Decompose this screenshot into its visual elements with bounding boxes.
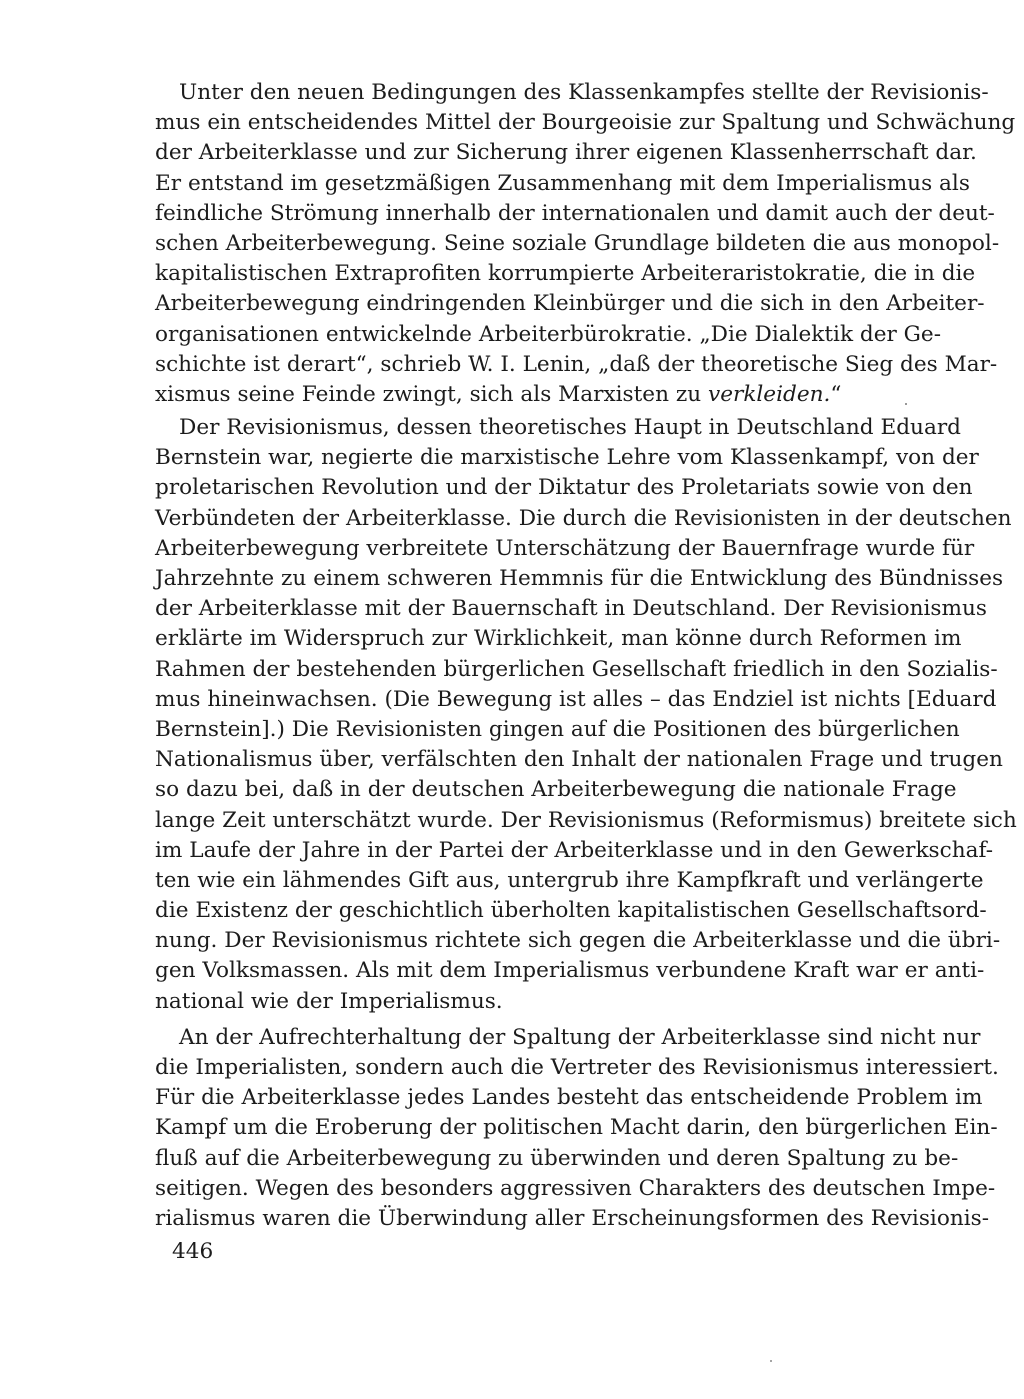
- paragraph-3: [155, 1023, 999, 1234]
- text-line: fluß auf die Arbeiterbewegung zu überwinden und deren Spaltung zu be-: [155, 1145, 959, 1171]
- text-line: Rahmen der bestehenden bürgerlichen Gesellschaft friedlich in den Sozialis-: [155, 656, 998, 682]
- text-line: Verbündeten der Arbeiterklasse. Die durch die Revisionisten in der deutschen: [155, 505, 1012, 531]
- text-line: Unter den neuen Bedingungen des Klassenkampfes stellte der Revisionis-: [179, 80, 989, 105]
- text-line: mus ein entscheidendes Mittel der Bourgeoisie zur Spaltung und Schwächung: [155, 110, 1016, 136]
- text-line-last: national wie der Imperialismus.: [155, 988, 503, 1014]
- text-line: Arbeiterbewegung eindringenden Kleinbürger und die sich in den Arbeiter-: [155, 291, 985, 317]
- text-line: die Existenz der geschichtlich überholten kapitalistischen Gesellschaftsord-: [155, 898, 987, 924]
- text-line: mus hineinwachsen. (Die Bewegung ist alles – das Endziel ist nichts [Eduard: [155, 686, 997, 712]
- text-line: lange Zeit unterschätzt wurde. Der Revisionismus (Reformismus) breitete sich: [155, 807, 1017, 833]
- text-line: der Arbeiterklasse und zur Sicherung ihrer eigenen Klassenherrschaft dar.: [155, 140, 977, 166]
- text-line: nung. Der Revisionismus richtete sich gegen die Arbeiterklasse und die übri-: [155, 928, 1001, 954]
- text-line: rialismus waren die Überwindung aller Erscheinungsformen des Revisionis-: [155, 1205, 990, 1231]
- text-line: An der Aufrechterhaltung der Spaltung der Arbeiterklasse sind nicht nur: [179, 1024, 981, 1050]
- scan-speck: [905, 403, 907, 405]
- text-line: Bernstein war, negierte die marxistische Lehre vom Klassenkampf, von der: [155, 445, 979, 471]
- text-line: Bernstein].) Die Revisionisten gingen auf die Positionen des bürgerlichen: [155, 716, 960, 742]
- text-line: erklärte im Widerspruch zur Wirklichkeit, man könne durch Reformen im: [155, 626, 962, 652]
- scan-speck: [770, 1360, 772, 1362]
- text-line: kapitalistischen Extraprofiten korrumpierte Arbeiteraristokratie, die in die: [155, 261, 976, 287]
- text-line-last: [155, 380, 897, 410]
- text-line: seitigen. Wegen des besonders aggressiven Charakters des deutschen Impe-: [155, 1175, 996, 1201]
- paragraph-1: [155, 78, 1016, 410]
- text-line: Nationalismus über, verfälschten den Inhalt der nationalen Frage und trugen: [155, 747, 1003, 773]
- text-line: Arbeiterbewegung verbreitete Unterschätzung der Bauernfrage wurde für: [155, 535, 975, 561]
- text-line: Der Revisionismus, dessen theoretisches Haupt in Deutschland Eduard: [179, 415, 961, 441]
- page-body: [155, 78, 1017, 1237]
- text-line: Kampf um die Eroberung der politischen Macht darin, den bürgerlichen Ein-: [155, 1115, 998, 1141]
- text-line: gen Volksmassen. Als mit dem Imperialismus verbundene Kraft war er anti-: [155, 958, 985, 984]
- paragraph-2: [155, 413, 1017, 1017]
- text-line: feindliche Strömung innerhalb der internationalen und damit auch der deut-: [155, 200, 995, 226]
- text-line: ten wie ein lähmendes Gift aus, untergrub ihre Kampfkraft und verlängerte: [155, 867, 984, 893]
- text-line: Jahrzehnte zu einem schweren Hemmnis für die Entwicklung des Bündnisses: [155, 566, 1004, 591]
- text-line: Er entstand im gesetzmäßigen Zusammenhang mit dem Imperialismus als: [155, 170, 970, 196]
- text-line: proletarischen Revolution und der Diktatur des Proletariats sowie von den: [155, 475, 973, 501]
- text-line: so dazu bei, daß in der deutschen Arbeiterbewegung die nationale Frage: [155, 777, 957, 803]
- closing-quote: “: [830, 381, 842, 407]
- page-number: 446: [172, 1239, 214, 1264]
- text-line: schen Arbeiterbewegung. Seine soziale Grundlage bildeten die aus monopol-: [155, 230, 1000, 256]
- emphasis-text: verkleiden.: [708, 381, 831, 407]
- text-line: im Laufe der Jahre in der Partei der Arbeiterklasse und in den Gewerkschaf-: [155, 837, 994, 863]
- text-line: schichte ist derart“, schrieb W. I. Lenin, „daß der theoretische Sieg des Mar-: [155, 351, 998, 377]
- text-line: Für die Arbeiterklasse jedes Landes besteht das entscheidende Problem im: [155, 1085, 983, 1111]
- text-line: organisationen entwickelnde Arbeiterbürokratie. „Die Dialektik der Ge-: [155, 321, 942, 347]
- text-line: der Arbeiterklasse mit der Bauernschaft in Deutschland. Der Revisionismus: [155, 596, 987, 622]
- text-run: xismus seine Feinde zwingt, sich als Marxisten zu: [155, 381, 709, 407]
- text-line: die Imperialisten, sondern auch die Vertreter des Revisionismus interessiert.: [155, 1055, 999, 1080]
